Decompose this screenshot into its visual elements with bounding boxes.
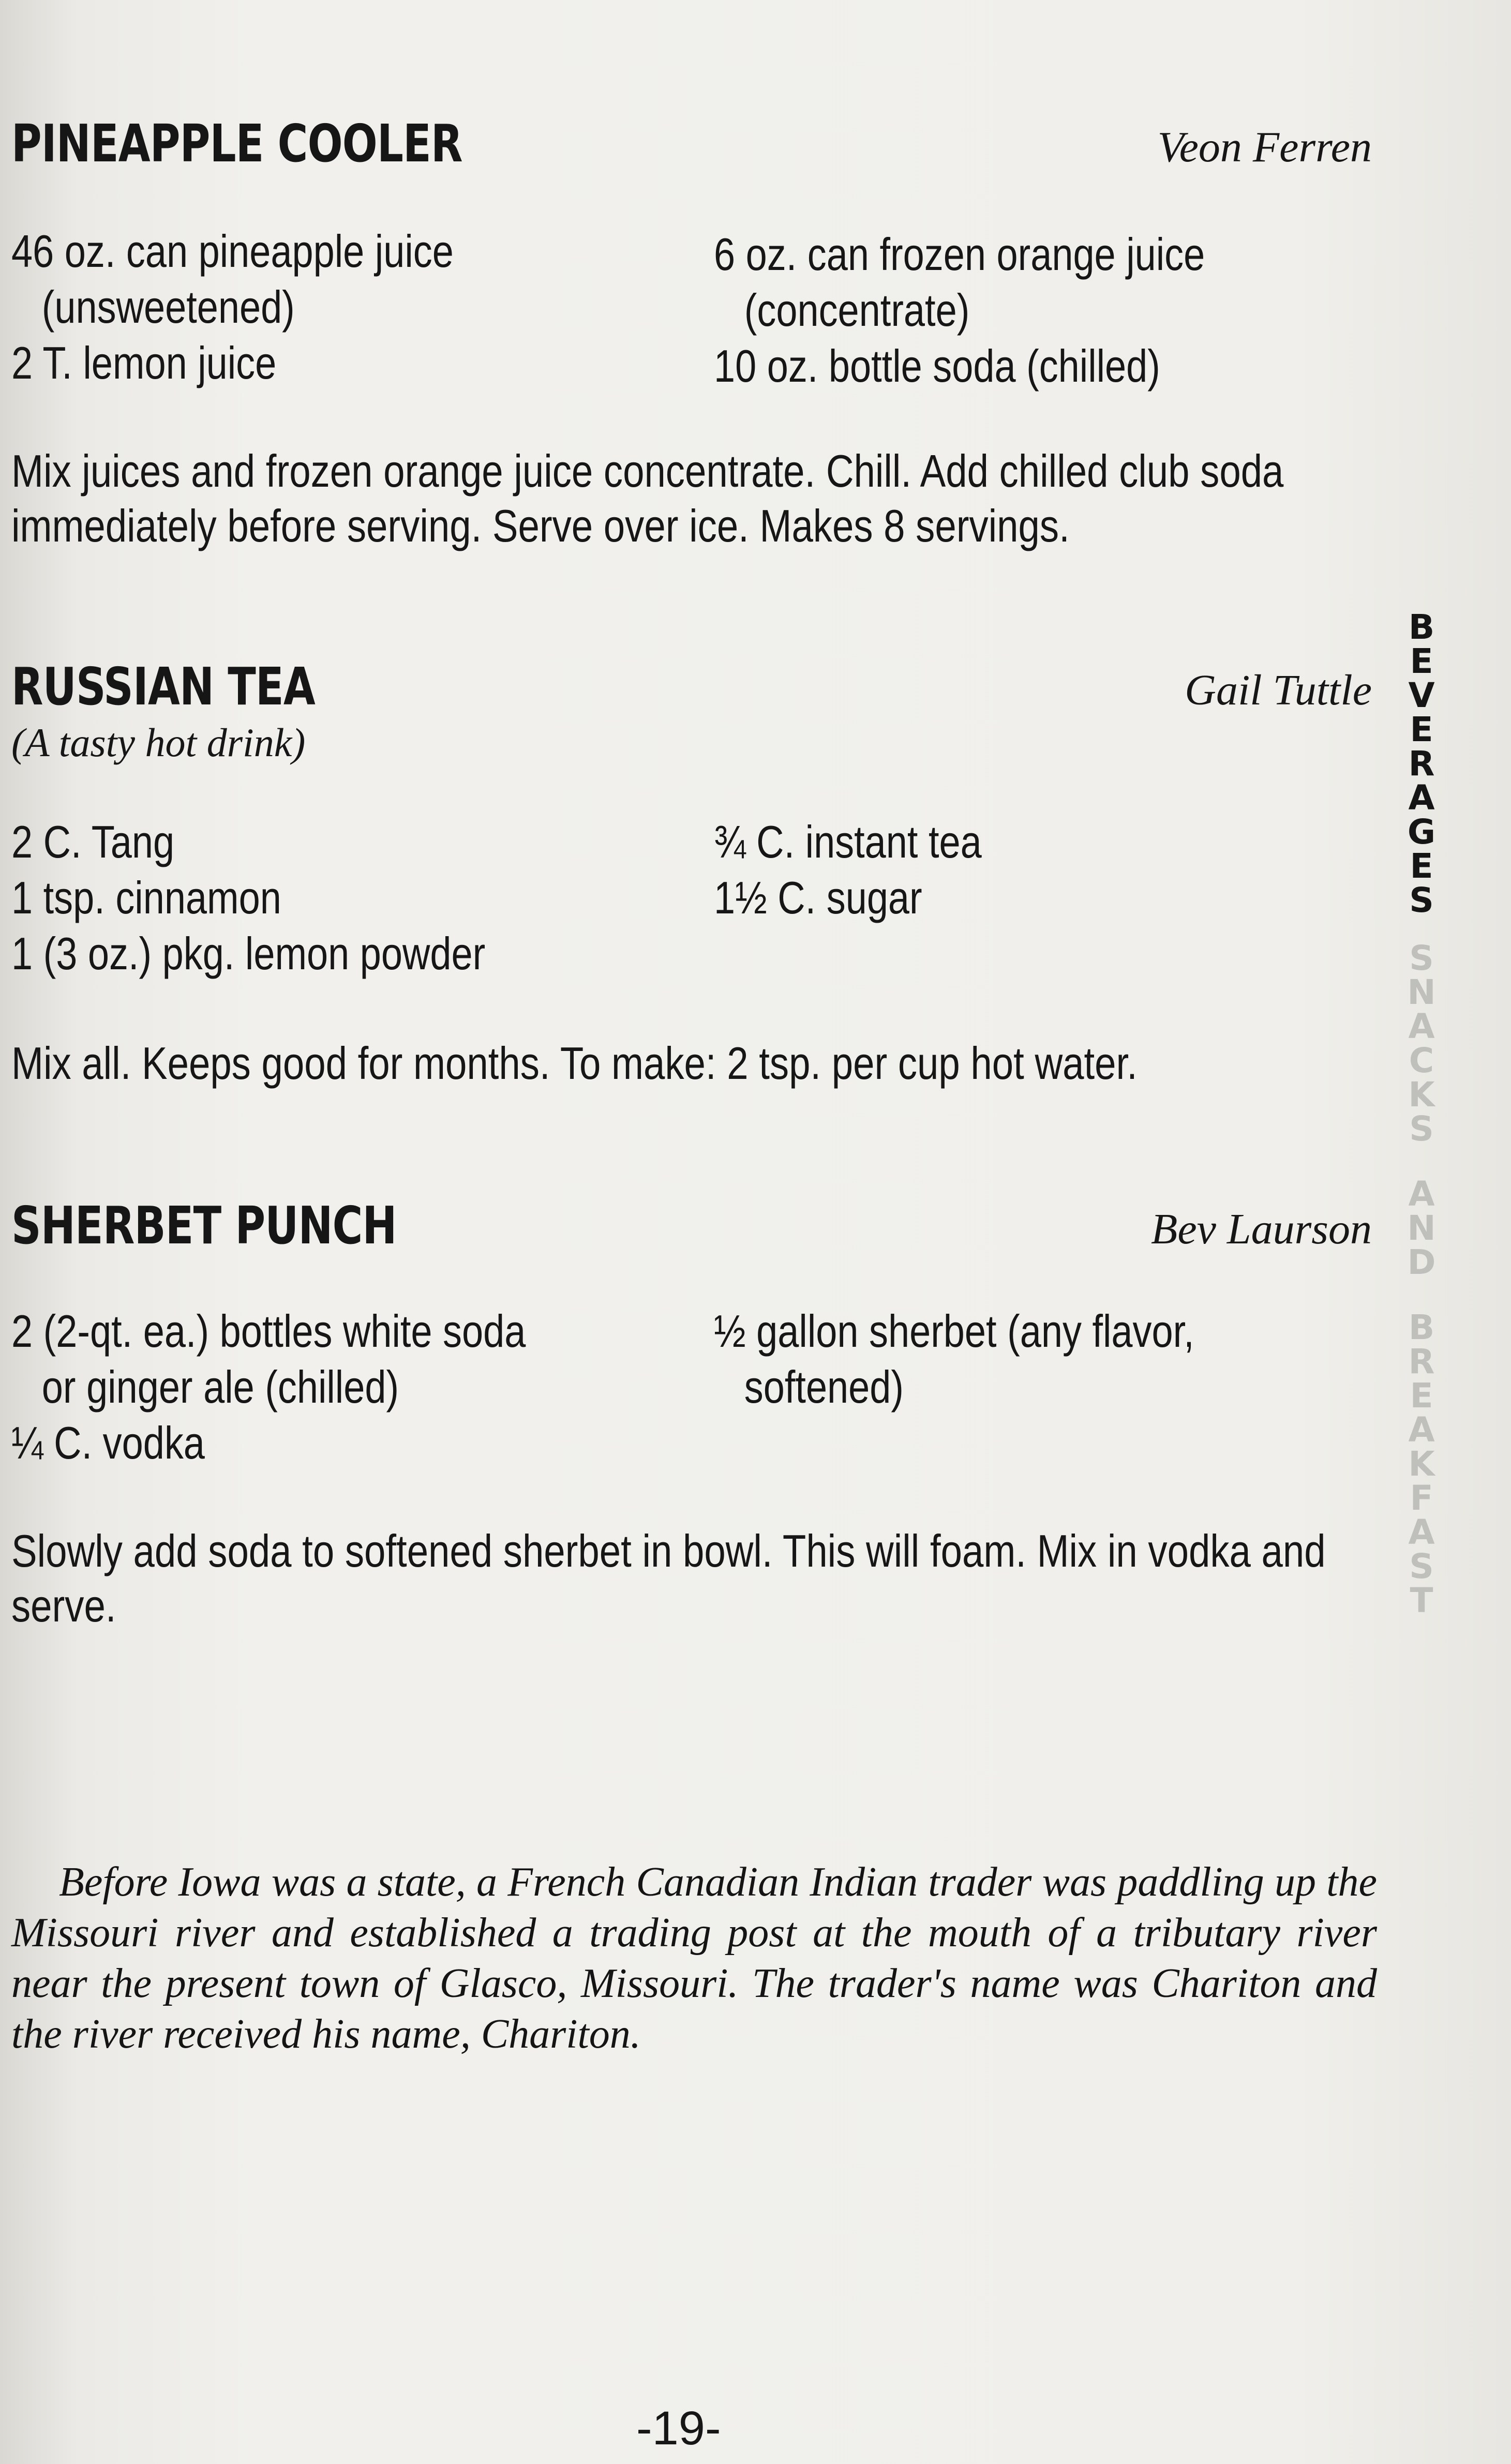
ingredient: ¼ C. vodka xyxy=(11,1417,205,1468)
section-tab-letter: F xyxy=(1410,1478,1433,1518)
section-tab-letter: E xyxy=(1410,1376,1433,1416)
recipe-author: Veon Ferren xyxy=(1157,123,1372,171)
section-tab-letter: E xyxy=(1410,846,1433,886)
ingredient: 46 oz. can pineapple juice xyxy=(11,226,454,277)
ingredient: ½ gallon sherbet (any flavor, xyxy=(714,1305,1194,1357)
section-tab-letter: G xyxy=(1407,812,1436,852)
ingredient: 2 T. lemon juice xyxy=(11,337,277,388)
recipe-title: PINEAPPLE COOLER xyxy=(11,113,462,174)
recipe-title: RUSSIAN TEA xyxy=(11,656,316,717)
section-tab-letter: R xyxy=(1408,1342,1435,1381)
section-tab-letter: E xyxy=(1410,641,1433,681)
ingredient: ¾ C. instant tea xyxy=(714,816,982,867)
section-tab-letter: A xyxy=(1408,1174,1435,1214)
section-tab-letter: E xyxy=(1410,710,1433,749)
section-tab-letter: N xyxy=(1407,972,1436,1012)
recipe-sherbet-punch xyxy=(11,1195,1372,1660)
recipe-directions: Mix all. Keeps good for months. To make: 2 tsp. per cup hot water. xyxy=(11,1038,1138,1089)
ingredients-right xyxy=(714,227,1298,394)
section-tab-faint xyxy=(1406,938,1437,1620)
section-tab-letter: A xyxy=(1408,1006,1435,1046)
section-tab-letter: K xyxy=(1408,1444,1435,1484)
recipe-subtitle: (A tasty hot drink) xyxy=(11,720,306,765)
ingredient: 2 C. Tang xyxy=(11,816,175,867)
ingredient: 1 (3 oz.) pkg. lemon powder xyxy=(11,928,486,979)
section-tab-letter: V xyxy=(1408,675,1435,715)
section-tab-letter: B xyxy=(1408,607,1435,647)
ingredient: (unsweetened) xyxy=(41,281,295,333)
ingredient: 6 oz. can frozen orange juice xyxy=(714,229,1205,280)
ingredients-left xyxy=(11,814,576,982)
section-tab-letter xyxy=(1406,1146,1437,1177)
ingredient: softened) xyxy=(744,1361,904,1413)
recipe-author: Bev Laurson xyxy=(1151,1205,1372,1253)
recipe-author: Gail Tuttle xyxy=(1185,666,1372,714)
section-tab-letter: K xyxy=(1408,1075,1435,1115)
ingredients-left xyxy=(11,223,538,391)
section-tab-letter: S xyxy=(1409,938,1434,978)
section-tab-letter: T xyxy=(1410,1581,1433,1620)
recipe-directions: Slowly add soda to softened sherbet in bowl. This will foam. Mix in vodka and serve. xyxy=(11,1525,1326,1631)
section-tab-letter: R xyxy=(1408,744,1435,784)
ingredients-left xyxy=(11,1303,624,1471)
section-tab-letter: S xyxy=(1409,1546,1434,1586)
recipe-russian-tea xyxy=(11,656,1372,1101)
ingredients-right xyxy=(714,1303,1286,1415)
section-tab-letter: D xyxy=(1407,1242,1436,1282)
section-tab-letter: C xyxy=(1409,1041,1434,1080)
trivia-fact: Before Iowa was a state, a French Canadian Indian trader was paddling up the Missouri river and established a trading post at the mouth of a tributary river near the present town of Glasco, Missouri. The trader's name was Chariton and the river received his name, Chariton. xyxy=(11,1859,1377,2057)
ingredient: 10 oz. bottle soda (chilled) xyxy=(714,340,1160,392)
section-tab-letter: N xyxy=(1407,1208,1436,1248)
recipe-directions: Mix juices and frozen orange juice concentrate. Chill. Add chilled club soda immediately before serving. Serve over ice. Makes 8 servings. xyxy=(11,445,1284,551)
recipe-pineapple-cooler xyxy=(11,113,1372,578)
section-tab-letter: S xyxy=(1409,880,1434,920)
ingredients-right xyxy=(714,814,1033,926)
ingredient: or ginger ale (chilled) xyxy=(41,1361,399,1413)
section-tab-letter: A xyxy=(1408,1410,1435,1450)
section-tab-letter: B xyxy=(1408,1308,1435,1347)
section-tab-letter: A xyxy=(1408,1512,1435,1552)
ingredient: 1 tsp. cinnamon xyxy=(11,872,281,923)
recipe-title: SHERBET PUNCH xyxy=(11,1195,397,1256)
ingredient: (concentrate) xyxy=(744,284,970,336)
section-tab xyxy=(1406,607,1437,1620)
section-tab-active xyxy=(1406,607,1437,920)
section-tab-letter: A xyxy=(1408,778,1435,818)
ingredient: 1½ C. sugar xyxy=(714,872,922,923)
ingredient: 2 (2-qt. ea.) bottles white soda xyxy=(11,1305,526,1357)
page-number: -19- xyxy=(636,2402,721,2455)
section-tab-letter xyxy=(1406,1280,1437,1311)
section-tab-letter: S xyxy=(1409,1109,1434,1149)
